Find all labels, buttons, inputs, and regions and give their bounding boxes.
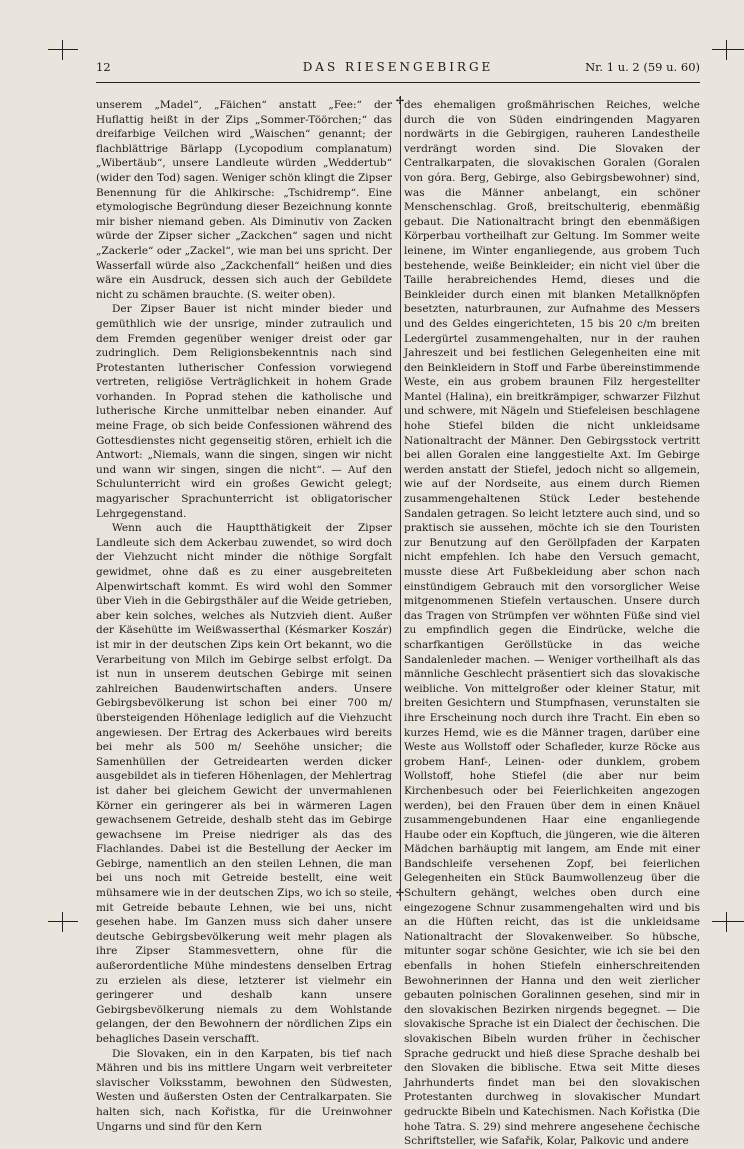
crop-mark-top-left — [48, 49, 78, 50]
crop-mark-top-right-v — [726, 40, 727, 60]
paragraph: des ehemaligen großmährischen Reiches, welche durch die von Süden eindringenden Magyaren nordwärts in die Gebirgigen, rauheren Landestheile verdrängt worden sind. Die Slovaken der Centralkarpaten, die slovakischen Goralen (Goralen von góra. Berg, Gebirge, also Gebirgsbewohner) sind, was die Männer anbelangt, ein schöner Menschenschlag. Groß, breitschulterig, ebenmäßig gebaut. Die Nationaltracht bringt den ebenmäßigen Körperbau vortheilhaft zur Geltung. Im Sommer weite leinene, im Winter enganliegende, aus grobem Tuch bestehende, weiße Beinkleider; ein nicht viel über die Taille herabreichendes Hemd, dieses und die Beinkleider durch einen mit blanken Metallknöpfen besetzten, naturbraunen, zur Aufnahme des Messers und des Geldes eingerichteten, 15 bis 20 c/m breiten Ledergürtel zusammengehalten, nur in der rauhen Jahreszeit und bei festlichen Gelegenheiten eine mit den Beinkleidern in Stoff und Farbe übereinstimmende Weste, ein aus grobem braunen Filz hergestellter Mantel (Halina), ein breitkrämpiger, schwarzer Filzhut und schwere, mit Nägeln und Stiefeleisen beschlagene hohe Stiefel bilden die nicht unkleidsame Nationaltracht der Männer. Den Gebirgsstock vertritt bei allen Goralen eine langgestielte Axt. Im Gebirge werden anstatt der Stiefel, jedoch nicht so allgemein, wie auf der Nordseite, aus einem durch Riemen zusammengehaltenen Stück Leder bestehende Sandalen getragen. So leicht letztere auch sind, und so praktisch sie aussehen, möchte ich sie den Touristen zur Benutzung auf den Geröllpfaden der Karpaten nicht empfehlen. Ich habe den Versuch gemacht, musste diese Art Fußbekleidung aber schon nach einstündigem Gebrauch mit den vorsorglicher Weise mitgenommenen Stiefeln vertauschen. Unsere durch das Tragen von Strümpfen ver wöhnten Füße sind viel zu empfindlich gegen die Eindrücke, welche die scharfkantigen Geröllstücke in das weiche Sandalenleder machen. — Weniger vortheilhaft als das männliche Geschlecht präsentiert sich das slovakische weibliche. Von mittelgroßer oder kleiner Statur, mit breiten Gesichtern und Stumpfnasen, verunstalten sie ihre Erscheinung noch durch ihre Tracht. Ein eben so kurzes Hemd, wie es die Männer tragen, darüber eine Weste aus Wollstoff oder Schafleder, kurze Röcke aus grobem Hanf-, Leinen- oder dunklem, grobem Wollstoff, hohe Stiefel (die aber nur beim Kirchenbesuch oder bei Feierlichkeiten angezogen werden), bei den Frauen über dem in einen Knäuel zusammengebundenen Haar eine enganliegende Haube oder ein Kopftuch, die jüngeren, wie die älteren Mädchen barhäuptig mit langem, am Ende mit einer Bandschleife versehenen Zopf, bei feierlichen Gelegenheiten ein Stück Baumwollenzeug über die Schultern gehängt, welches oben durch eine eingezogene Schnur zusammengehalten wird und bis an die Hüften reicht, das ist die unkleidsame Nationaltracht der Slovakenweiber. So hübsche, mitunter sogar schöne Gesichter, wie ich sie bei den ebenfalls in hohen Stiefeln einherschreitenden Bewohnerinnen der Hanna und den weit zierlicher gebauten polnischen Goralinnen gesehen, sind mir in den slovakischen Bezirken nirgends begegnet. — Die slovakische Sprache ist ein Dialect der čechischen. Die slovakischen Bibeln wurden früher in čechischer Sprache gedruckt und hieß diese Sprache deshalb bei den Slovaken die biblische. Etwa seit Mitte dieses Jahrhunderts findet man bei den slovakischen Protestanten durchweg in slovakischer Mundart gedruckte Bibeln und Katechismen. Nach Kořistka (Die hohe Tatra. S. 29) sind mehrere angesehene čechische Schriftsteller, wie Safařik, Kolar, Palkovic und andere — [404, 99, 700, 1148]
crop-mark-bottom-right-v — [726, 912, 727, 932]
paragraph: Der Zipser Bauer ist nicht minder bieder und gemüthlich wie der unsrige, minder zutraulich und dem Fremden gegenüber weniger dreist oder gar zudringlich. Dem Religionsbekenntnis nach sind Protestanten lutherischer Confession vorwiegend vertreten, religiöse Verträglichkeit in hohem Grade vorhanden. In Poprad stehen die katholische und lutherische Kirche unmittelbar neben einander. Auf meine Frage, ob sich beide Confessionen während des Gottesdienstes nicht gegenseitig stören, erhielt ich die Antwort: „Niemals, wann die singen, singen wir nicht und wann wir singen, singen die nicht“. — Auf den Schulunterricht wird ein großes Gewicht gelegt; magyarischer Sprachunterricht ist obligatorischer Lehrgegenstand. — [96, 303, 392, 520]
left-column — [96, 98, 392, 1134]
crop-mark-top-left-v — [62, 40, 63, 60]
right-column — [404, 98, 700, 1149]
page-header — [96, 60, 700, 80]
divider-ornament-bottom: ✢ — [395, 888, 405, 899]
paragraph: Wenn auch die Hauptthätigkeit der Zipser Landleute sich dem Ackerbau zuwendet, so wird doch der Viehzucht nicht minder die nöthige Sorgfalt gewidmet, ohne daß es zu einer ausgebreiteten Alpenwirtschaft kommt. Es wird wohl den Sommer über Vieh in die Gebirgsthäler auf die Weide getrieben, aber kein solches, welches als Nutzvieh dient. Außer der Käsehütte im Weißwasserthal (Késmarker Koszár) ist mir in der deutschen Zips kein Ort bekannt, wo die Verarbeitung von Milch im Gebirge selbst erfolgt. Da ist nun in unserem deutschen Gebirge mit seinen zahlreichen Baudenwirtschaften anders. Unsere Gebirgsbevölkerung ist schon bei einer 700 m/ übersteigenden Höhenlage lediglich auf die Viehzucht angewiesen. Der Ertrag des Ackerbaues wird bereits bei mehr als 500 m/ Seehöhe unsicher; die Samenhüllen der Getreidearten werden dicker ausgebildet als in tieferen Höhenlagen, der Mehlertrag ist daher bei gleichem Gewicht der unvermahlenen Körner ein geringerer als bei in wärmeren Lagen gewachsenem Getreide, deshalb steht das im Gebirge gewachsene im Preise niedriger als das des Flachlandes. Dabei ist die Bestellung der Aecker im Gebirge, namentlich an den steilen Lehnen, die man bei uns noch mit Getreide bestellt, eine weit mühsamere wie in der deutschen Zips, wo ich so steile, mit Getreide bebaute Lehnen, wie bei uns, nicht gesehen habe. Im Ganzen muss sich daher unsere deutsche Gebirgsbevölkerung weit mehr plagen als ihre Zipser Stammesvettern, ohne für die außerordentliche Mühe mindestens denselben Ertrag zu erzielen als diese, letzterer ist vielmehr ein geringerer und deshalb kann unsere Gebirgsbevölkerung niemals zu dem Wohlstande gelangen, der den Bewohnern der nördlichen Zips ein behagliches Dasein verschafft. — [96, 522, 392, 1045]
paragraph: unserem „Madel“, „Fäichen“ anstatt „Fee:“ der Huflattig heißt in der Zips „Sommer-Töörchen;“ das dreifarbige Veilchen wird „Waischen“ genannt; der flachblättrige Bärlapp (Lycopodium complanatum) „Wibertäub“, unsere Landleute würden „Weddertub“ (wider den Tod) sagen. Weniger schön klingt die Zipser Benennung für die Ahlkirsche: „Tschidremp“. Eine etymologische Begründung dieser Bezeichnung konnte mir bisher niemand geben. Als Diminutiv von Zacken würde der Zipser sicher „Zackchen“ sagen und nicht „Zackerle“ oder „Zackel“, wie man bei uns spricht. Der Wasserfall würde also „Zackchenfall“ heißen und dies wäre ein Ausdruck, dessen sich auch der Gebildete nicht zu schämen brauchte. (S. weiter oben). — [96, 99, 392, 301]
column-divider — [400, 96, 401, 901]
crop-mark-bottom-right — [712, 921, 744, 922]
page-number: 12 — [96, 60, 111, 74]
crop-mark-top-right — [712, 49, 744, 50]
crop-mark-bottom-left-v — [62, 912, 63, 932]
header-rule — [96, 82, 700, 83]
crop-mark-bottom-left — [48, 921, 78, 922]
divider-ornament-top: ✢ — [395, 96, 405, 107]
journal-title: DAS RIESENGEBIRGE — [302, 60, 494, 74]
paragraph: Die Slovaken, ein in den Karpaten, bis tief nach Mähren und bis ins mittlere Ungarn weit verbreiteter slavischer Volksstamm, bewohnen den Südwesten, Westen und äußersten Osten der Centralkarpaten. Sie halten sich, nach Kořistka, für die Ureinwohner Ungarns und sind für den Kern — [96, 1047, 392, 1133]
issue-number: Nr. 1 u. 2 (59 u. 60) — [585, 60, 700, 74]
